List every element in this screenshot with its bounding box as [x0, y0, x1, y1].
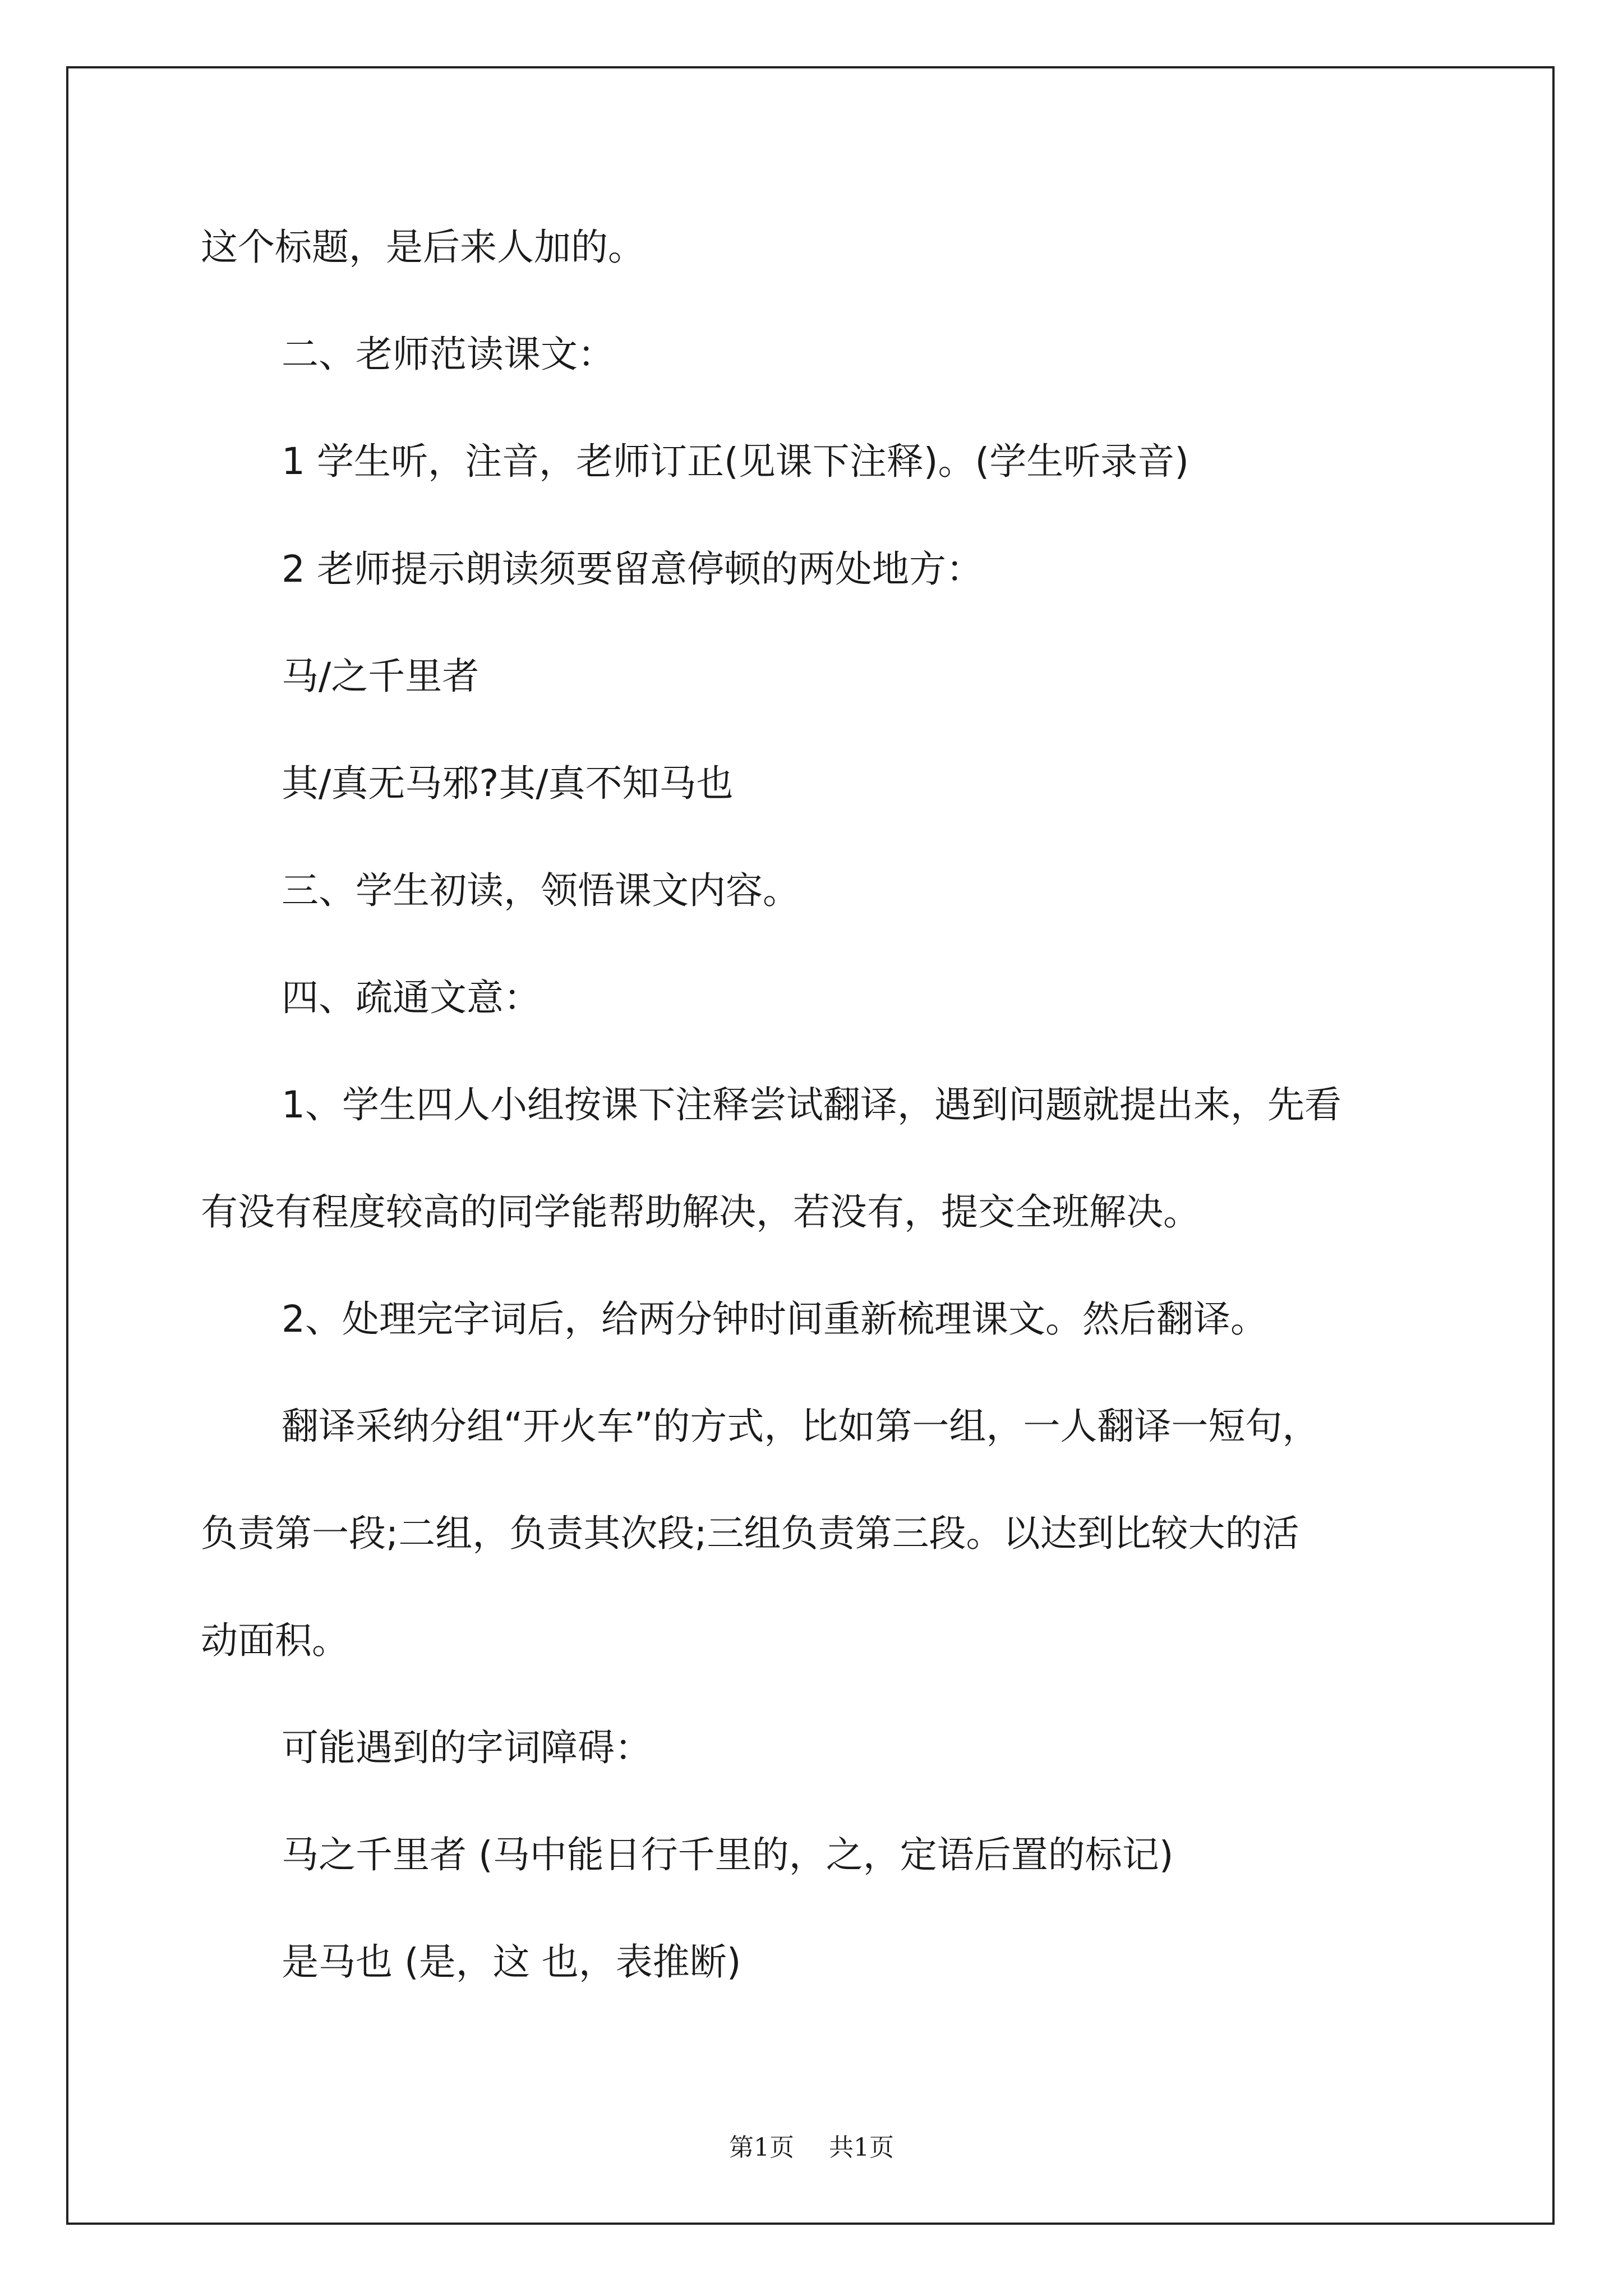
section-heading: 三、学生初读，领悟课文内容。	[282, 869, 800, 912]
text-line: 马之千里者 (马中能日行千里的，之，定语后置的标记)	[282, 1833, 1174, 1876]
text-line: 1、学生四人小组按课下注释尝试翻译，遇到问题就提出来，先看	[282, 1083, 1341, 1126]
text-line: 马/之千里者	[282, 655, 479, 698]
text-line: 是马也 (是，这 也，表推断)	[282, 1940, 741, 1984]
section-heading: 二、老师范读课文：	[282, 333, 615, 376]
page-border	[66, 66, 1555, 2225]
text-line: 翻译采纳分组“开火车”的方式，比如第一组，一人翻译一短句，	[282, 1405, 1320, 1448]
page-number-total: 共1页	[829, 2133, 894, 2162]
text-line: 这个标题，是后来人加的。	[201, 226, 645, 269]
text-line: 2 老师提示朗读须要留意停顿的两处地方：	[282, 547, 983, 591]
text-line: 2、处理完字词后，给两分钟时间重新梳理课文。然后翻译。	[282, 1297, 1267, 1341]
text-line: 有没有程度较高的同学能帮助解决，若没有，提交全班解决。	[201, 1190, 1200, 1234]
text-line: 负责第一段;二组，负责其次段;三组负责第三段。以达到比较大的活	[201, 1512, 1299, 1555]
section-heading: 四、疏通文意：	[282, 976, 541, 1019]
text-line: 可能遇到的字词障碍：	[282, 1726, 652, 1769]
page-number-current: 第1页	[729, 2133, 794, 2162]
text-line: 动面积。	[201, 1619, 349, 1662]
text-line: 1 学生听，注音，老师订正(见课下注释)。(学生听录音)	[282, 440, 1189, 483]
text-line: 其/真无马邪?其/真不知马也	[282, 762, 734, 805]
page-footer	[0, 2127, 1623, 2163]
